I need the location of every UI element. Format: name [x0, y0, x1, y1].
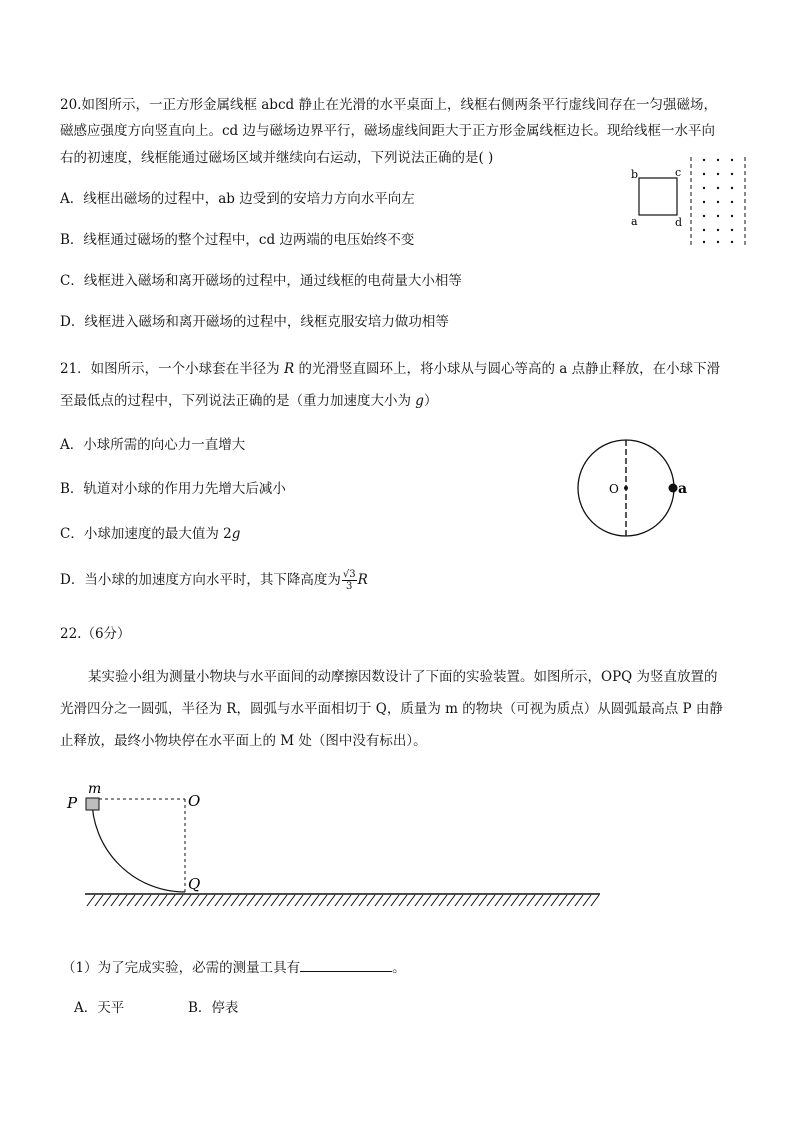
block-m	[86, 798, 99, 810]
q21-line1: 21．如图所示，一个小球套在半径为 R 的光滑竖直圆环上，将小球从与圆心等高的 a 点静止释放，在小球下滑	[60, 361, 721, 377]
q20-line1: 20.如图所示，一正方形金属线框 abcd 静止在光滑的水平桌面上，线框右侧两条平行虚线间存在一匀强磁场，	[60, 97, 717, 113]
q22-paragraph-line1: 某实验小组为测量小物块与水平面间的动摩擦因数设计了下面的实验装置。如图所示，OPQ 为竖直放置的	[88, 669, 718, 685]
label-m: m	[88, 781, 102, 797]
label-b: b	[631, 168, 639, 181]
ball-at-a	[669, 484, 678, 493]
answer-blank[interactable]	[300, 957, 392, 972]
q21-option-a: A．小球所需的向心力一直增大	[60, 437, 246, 453]
q20-square-loop-magnetic-field-figure	[625, 152, 755, 252]
q22-sub1: （1）为了完成实验，必需的测量工具有 。	[62, 957, 406, 978]
q22-quarter-arc-figure	[55, 778, 615, 913]
label-center-o: O	[609, 482, 619, 496]
q21-line2: 至最低点的过程中，下列说法正确的是（重力加速度大小为 g）	[60, 393, 438, 409]
q20-line3: 右的初速度，线框能通过磁场区域并继续向右运动，下列说法正确的是( )	[60, 150, 494, 166]
quarter-circle-arc	[92, 799, 185, 892]
q20-option-b: B．线框通过磁场的整个过程中，cd 边两端的电压始终不变	[60, 232, 415, 248]
label-o: O	[188, 792, 201, 810]
q20-option-c: C．线框进入磁场和离开磁场的过程中，通过线框的电荷量大小相等	[60, 273, 462, 289]
q21-option-d: D．当小球的加速度方向水平时，其下降高度为 $\frac{√3}{3}$ R	[60, 569, 368, 592]
label-point-a: a	[678, 481, 688, 497]
q22-header: 22.（6分）	[60, 626, 131, 642]
q21-option-b: B．轨道对小球的作用力先增大后减小	[60, 481, 286, 497]
label-q: Q	[188, 875, 201, 893]
center-point	[624, 486, 628, 490]
label-d: d	[675, 216, 683, 229]
label-p: P	[67, 794, 78, 812]
ground-hatching	[87, 895, 599, 906]
label-a: a	[631, 215, 638, 228]
label-c: c	[675, 166, 682, 179]
q20-option-a: A．线框出磁场的过程中，ab 边受到的安培力方向水平向左	[60, 191, 415, 207]
q22-paragraph-line3: 止释放，最终小物块停在水平面上的 M 处（图中没有标出）。	[60, 733, 427, 749]
q21-circular-ring-figure	[572, 436, 702, 540]
fraction-sqrt3-over-3: $\frac{√3}{3}$	[342, 569, 356, 592]
q20-line2: 磁感应强度方向竖直向上。cd 边与磁场边界平行，磁场虚线间距大于正方形金属线框边长。现给线框一水平向	[60, 123, 715, 139]
magnetic-field-dots	[703, 159, 733, 243]
q21-option-c: C．小球加速度的最大值为 2g	[60, 526, 241, 542]
q20-option-d: D．线框进入磁场和离开磁场的过程中，线框克服安培力做功相等	[60, 314, 449, 330]
q22-paragraph-line2: 光滑四分之一圆弧，半径为 R，圆弧与水平面相切于 Q，质量为 m 的物块（可视为质点）从圆弧最高点 P 由静	[60, 701, 723, 717]
square-wire-loop	[639, 178, 677, 215]
q22-option-b: B．停表	[188, 1000, 239, 1016]
q22-option-a: A．天平	[74, 1000, 125, 1016]
